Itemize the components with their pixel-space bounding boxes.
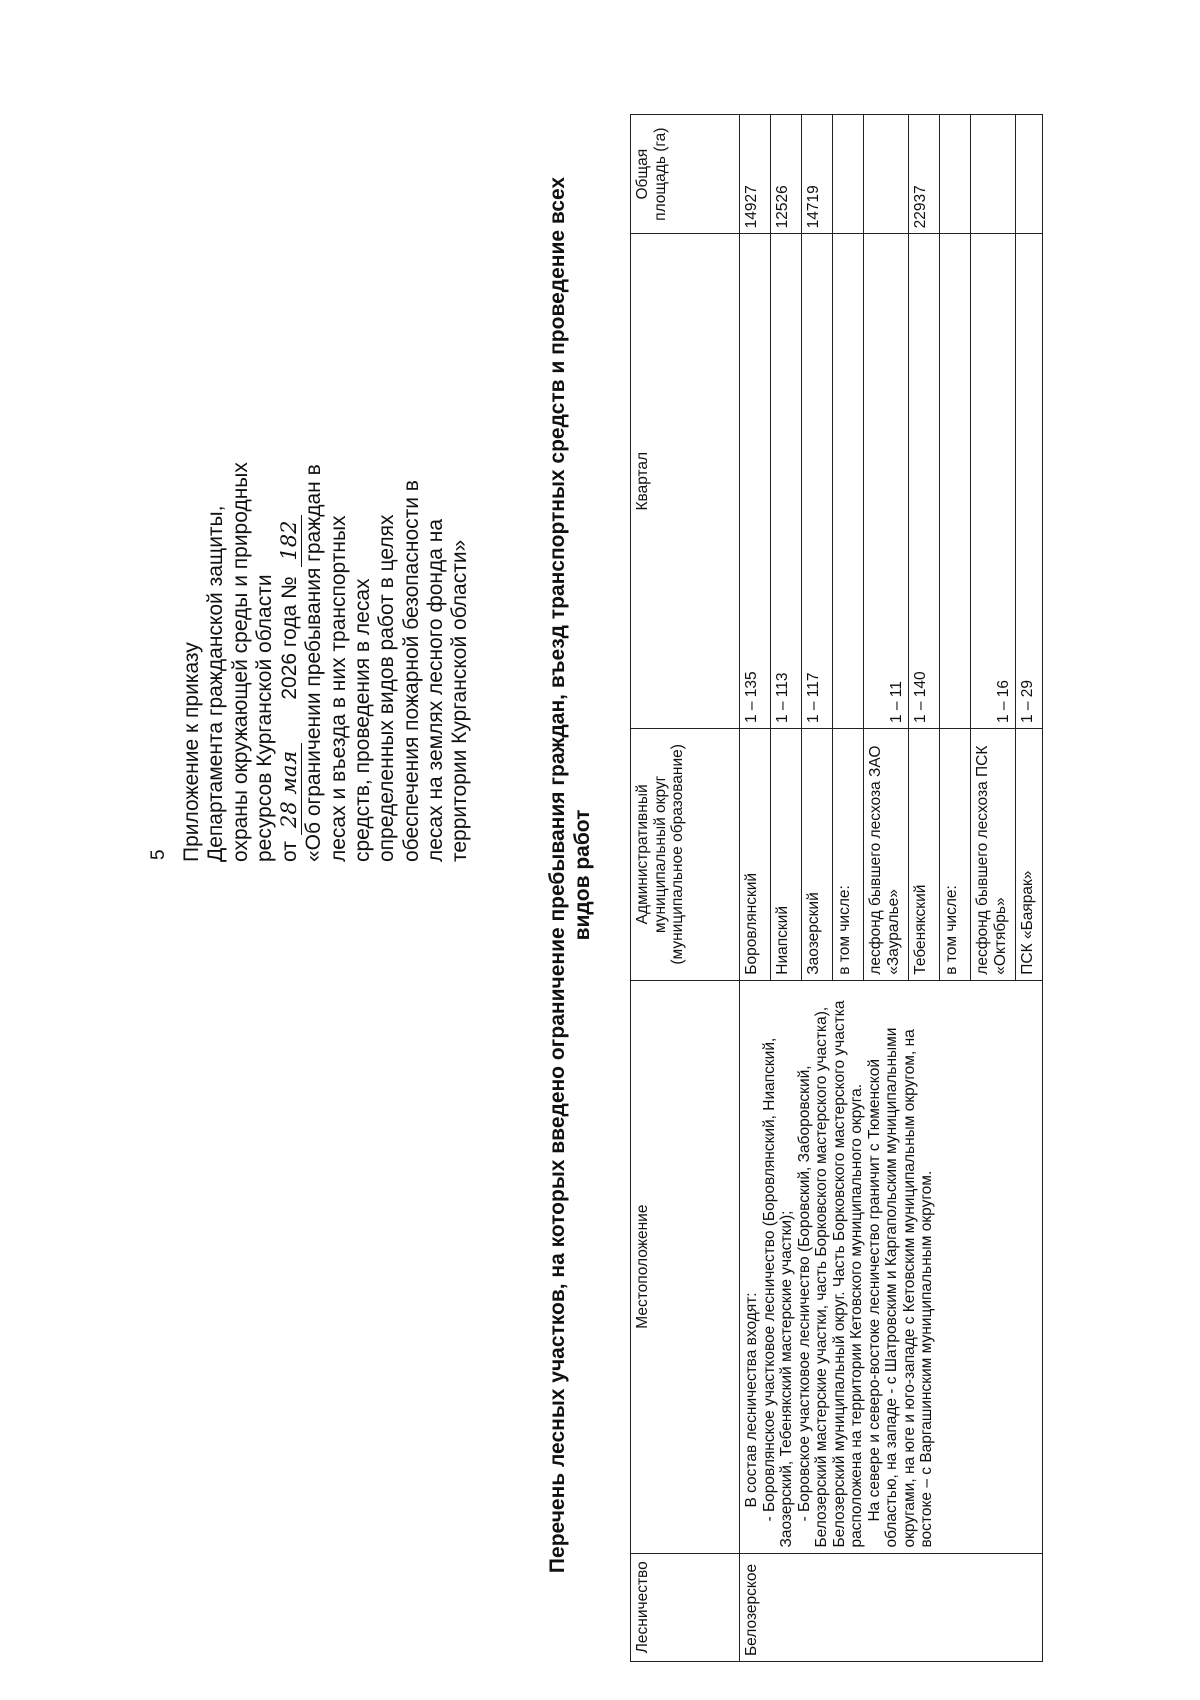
location-paragraph: В состав лесничества входят:: [743, 1292, 760, 1508]
quarter-cell: 1 – 140: [909, 234, 940, 729]
admin-cell: в том числе:: [833, 729, 864, 981]
header-quarter: Квартал: [631, 234, 740, 729]
location-paragraph: - Боровское участковое лесничество (Боровский, Заборовский, Белозерский мастерские участки, часть Борковского мастерского участка), Белозерский муниципальный округ. Часть Борковского мастерского участка расположена на территории Кетовского муниципального округа.: [795, 1000, 865, 1548]
appendix-line: охраны окружающей среды и природных: [228, 462, 252, 862]
subject-line: территории Курганской области»: [448, 539, 472, 862]
area-cell: [1016, 115, 1043, 234]
area-cell: [971, 115, 1016, 234]
forestry-cell: Белозерское: [740, 1553, 1043, 1661]
admin-cell: лесфонд бывшего лесхоза ЗАО «Зауралье»: [864, 729, 909, 981]
area-cell: 14719: [802, 115, 833, 234]
appendix-line: ресурсов Курганской области: [252, 574, 276, 862]
admin-cell: Боровлянский: [740, 729, 771, 981]
admin-cell: Тебенякский: [909, 729, 940, 981]
area-cell: 22937: [909, 115, 940, 234]
document-title: Перечень лесных участков, на которых введено ограничение пребывания граждан, въезд транспортных средств и проведение всех видов работ: [546, 176, 594, 1574]
area-cell: [833, 115, 864, 234]
forest-plots-table: [630, 114, 1043, 1662]
subject-line: обеспечения пожарной безопасности в: [399, 480, 423, 862]
area-cell: 12526: [771, 115, 802, 234]
admin-cell: Заозерский: [802, 729, 833, 981]
handwritten-date: 28 мая: [277, 743, 302, 835]
header-location: Местоположение: [631, 980, 740, 1553]
page-number: 5: [148, 849, 169, 860]
table-header-row: [631, 115, 740, 1662]
appendix-line: Департамента гражданской защиты,: [204, 505, 228, 862]
subject-line: лесах и въезда в них транспортных: [326, 515, 350, 862]
quarter-cell: 1 – 113: [771, 234, 802, 729]
subject-line: определенных видов работ в целях: [375, 514, 399, 862]
header-forestry: Лесничество: [631, 1553, 740, 1661]
admin-cell: в том числе:: [940, 729, 971, 981]
appendix-line: Приложение к приказу: [180, 642, 203, 862]
location-paragraph: На севере и северо-востоке лесничество граничит с Тюменской областью, на западе - с Шатровским и Каргапольским муниципальными округами, на юге и юго-западе с Кетовским муниципальным округом, на востоке – с Варгашинским муниципальным округом.: [865, 1027, 935, 1548]
table-row: [740, 115, 771, 1662]
location-cell: [740, 980, 1043, 1553]
area-cell: 14927: [740, 115, 771, 234]
date-prefix: от: [278, 841, 302, 862]
quarter-cell: [833, 234, 864, 729]
admin-cell: Ниапский: [771, 729, 802, 981]
appendix-date-line: [277, 82, 302, 862]
header-area: Общая площадь (га): [631, 115, 740, 234]
subject-line: средств, проведения в лесах: [351, 578, 375, 862]
quarter-cell: 1 – 16: [971, 234, 1016, 729]
subject-line: «Об ограничении пребывания граждан в: [302, 464, 326, 862]
area-cell: [864, 115, 909, 234]
quarter-cell: 1 – 117: [802, 234, 833, 729]
subject-line: лесах на землях лесного фонда на: [423, 518, 447, 862]
quarter-cell: 1 – 135: [740, 234, 771, 729]
quarter-cell: 1 – 29: [1016, 234, 1043, 729]
location-paragraph: - Боровлянское участковое лесничество (Боровлянский, Ниапский, Заозерский, Тебенякский мастерские участки);: [760, 1037, 795, 1548]
year-text: 2026 года №: [278, 576, 302, 700]
header-admin: Административный муниципальный округ (муниципальное образование): [631, 729, 740, 981]
quarter-cell: [940, 234, 971, 729]
handwritten-number: 182: [277, 515, 302, 567]
area-cell: [940, 115, 971, 234]
appendix-block: [180, 82, 473, 862]
admin-cell: лесфонд бывшего лесхоза ПСК «Октябрь»: [971, 729, 1016, 981]
quarter-cell: 1 – 11: [864, 234, 909, 729]
admin-cell: ПСК «Баярак»: [1016, 729, 1043, 981]
